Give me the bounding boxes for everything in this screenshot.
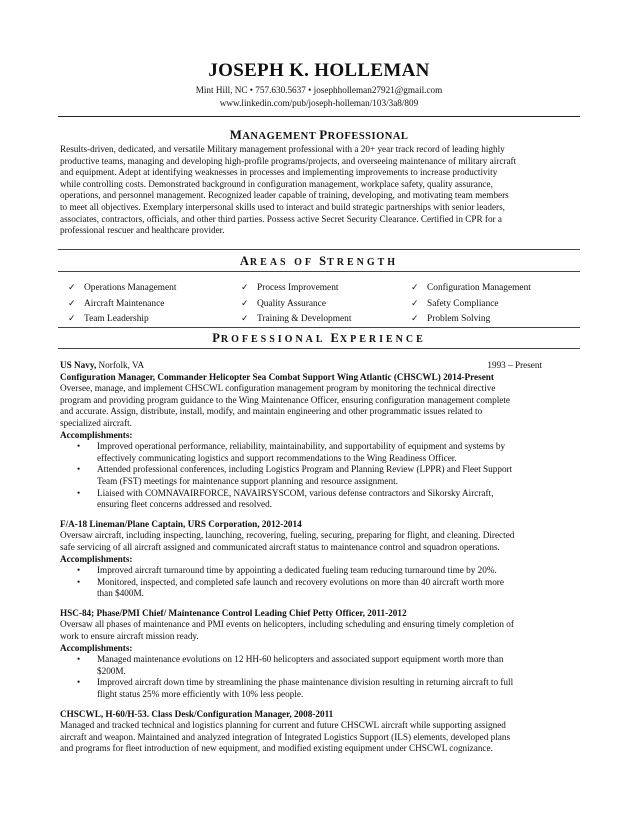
check-icon: ✓: [411, 313, 419, 323]
strengths-column-3: [411, 280, 531, 327]
summary-line: to meet all objectives. Exemplary interpersonal skills used to interact and build strategic partnerships with senior leaders,: [60, 201, 505, 212]
strength-item: ✓ Process Improvement: [241, 282, 339, 293]
bullet-icon: •: [77, 464, 81, 475]
job-desc-line: and programs for fleet introduction of new equipment, and modified existing equipment under CHSCWL cognizance.: [60, 743, 493, 754]
strength-item: ✓ Configuration Management: [411, 282, 531, 293]
strengths-heading: AREAS OF STRENGTH: [239, 254, 399, 268]
bullet-icon: •: [77, 441, 81, 452]
accomplishments-label: Accomplishments:: [60, 429, 133, 440]
check-icon: ✓: [411, 297, 419, 308]
strength-bottom-rule: [58, 271, 580, 272]
employer-name: US Navy,: [60, 360, 97, 370]
bullet-icon: •: [77, 576, 81, 587]
summary-line: operations, and personnel management. Recognized leader capable of training, developing, and motivating team members: [60, 190, 509, 201]
summary-line: Results-driven, dedicated, and versatile Military management professional with a 20+ year track record of leading highly: [60, 144, 505, 154]
summary-paragraph: [60, 144, 580, 237]
bullet-icon: •: [77, 487, 81, 498]
job-desc-line: specialized aircraft.: [60, 417, 132, 428]
accomplishment-item: • Attended professional conferences, including Logistics Program and Planning Review (LPPR) and Fleet Support Team (FST) meetings for maintenance support planning and resource assignment.: [77, 464, 513, 486]
bullet-icon: •: [77, 677, 81, 688]
job-desc-line: and accurate. Assign, distribute, install, modify, and maintain engineering and other programmatic issues related to: [60, 406, 483, 417]
summary-heading: MANAGEMENT PROFESSIONAL: [229, 127, 409, 142]
check-icon: ✓: [241, 282, 249, 292]
summary-line: and equipment. Adept at identifying weaknesses in processes and implementing improvements to increase productivity: [60, 167, 498, 178]
header-divider: [58, 116, 580, 117]
accomplishments-label: Accomplishments:: [60, 553, 133, 564]
strengths-column-2: [241, 280, 351, 327]
job-title: HSC-84; Phase/PMI Chief/ Maintenance Control Leading Chief Petty Officer, 2011-2012: [60, 607, 407, 618]
employer-line: [60, 360, 582, 372]
strength-item: ✓ Aircraft Maintenance: [68, 297, 165, 309]
employment-dates: 1993 – Present: [487, 360, 542, 370]
job-title: Configuration Manager, Commander Helicopter Sea Combat Support Wing Atlantic (CHSCWL) 2014-Present: [60, 371, 494, 382]
experience-heading: PROFESSIONAL EXPERIENCE: [212, 331, 426, 345]
job-desc-line: Managed and tracked technical and logistics planning for current and future CHSCWL aircraft while supporting assigned: [60, 720, 506, 731]
contact-line: Mint Hill, NC • 757.630.5637 • josephholleman27921@gmail.com: [195, 85, 443, 95]
summary-line: professional rescuer and healthcare provider.: [60, 225, 225, 236]
summary-line: associates, contractors, officials, and other third parties. Possess active Secret Security Clearance. Certified in CPR for a: [60, 213, 502, 224]
experience-top-rule: [58, 327, 580, 328]
job-desc-line: program and providing program guidance to the Wing Maintenance Officer, ensuring configuration management complete: [60, 394, 510, 405]
linkedin-url[interactable]: www.linkedin.com/pub/joseph-holleman/103/3a8/809: [219, 98, 419, 108]
accomplishments-label: Accomplishments:: [60, 642, 133, 653]
accomplishment-item: • Liaised with COMNAVAIRFORCE, NAVAIRSYSCOM, various defense contractors and Sikorsky Aircraft, ensuring fleet concerns addressed and resolved.: [77, 487, 494, 510]
summary-line: productive teams, managing and developing high-profile programs/projects, and overseeing maintenance of military aircraft: [60, 155, 517, 166]
bullet-icon: •: [77, 565, 81, 576]
candidate-name: JOSEPH K. HOLLEMAN: [208, 60, 430, 81]
strengths-column-1: [68, 280, 176, 327]
employer-location: Norfolk, VA: [98, 360, 145, 370]
accomplishment-item: • Managed maintenance evolutions on 12 HH-60 helicopters and associated support equipment worth more than $200M.: [77, 654, 504, 676]
accomplishment-item: • Improved operational performance, reliability, maintainability, and supportability of equipment and systems by effectively communicating logistics and support recommendations to the Wing Readiness Officer.: [77, 441, 506, 463]
check-icon: ✓: [68, 297, 76, 308]
check-icon: ✓: [411, 282, 419, 292]
check-icon: ✓: [68, 313, 76, 323]
strength-item: ✓ Problem Solving: [411, 313, 491, 324]
accomplishment-item: • Monitored, inspected, and completed safe launch and recovery evolutions on more than 40 aircraft worth more than $400M.: [77, 576, 504, 599]
job-title: F/A-18 Lineman/Plane Captain, URS Corporation, 2012-2014: [60, 518, 302, 529]
strength-item: ✓ Quality Assurance: [241, 297, 326, 309]
experience-bottom-rule: [58, 348, 580, 349]
check-icon: ✓: [241, 297, 249, 308]
bullet-icon: •: [77, 654, 81, 665]
check-icon: ✓: [68, 282, 76, 292]
job-desc-line: Oversaw aircraft, including inspecting, launching, recovering, fueling, securing, preparing for flight, and cleaning. Directed: [60, 530, 515, 541]
strength-item: ✓ Operations Management: [68, 282, 177, 293]
summary-line: while controlling costs. Demonstrated background in configuration management, workplace safety, quality assurance,: [60, 178, 493, 189]
experience-section: [60, 360, 582, 755]
strength-top-rule: [58, 249, 580, 250]
accomplishment-item: • Improved aircraft down time by streamlining the phase maintenance division resulting in returning aircraft to full flight status 25% more efficiently with 10% less people.: [77, 677, 514, 700]
strength-item: ✓ Safety Compliance: [411, 297, 499, 309]
accomplishment-item: • Improved aircraft turnaround time by appointing a dedicated fueling team reducing turnaround time by 20%.: [77, 565, 497, 576]
job-desc-line: Oversee, manage, and implement CHSCWL configuration management program by monitoring the technical directive: [60, 383, 496, 394]
job-desc-line: Oversaw all phases of maintenance and PMI events on helicopters, including scheduling and ensuring timely completion of: [60, 619, 514, 630]
job-desc-line: work to ensure aircraft mission ready.: [60, 631, 199, 642]
job-title: CHSCWL, H-60/H-53. Class Desk/Configuration Manager, 2008-2011: [60, 708, 334, 719]
job-desc-line: safe servicing of all aircraft assigned and communicated aircraft status to maintenance control and squadron operations.: [60, 541, 500, 552]
check-icon: ✓: [241, 313, 249, 323]
job-desc-line: aircraft and weapon. Maintained and analyzed integration of Integrated Logistics Support (ILS) elements, developed plans: [60, 731, 511, 742]
strength-item: ✓ Training & Development: [241, 313, 352, 324]
strength-item: ✓ Team Leadership: [68, 313, 149, 324]
